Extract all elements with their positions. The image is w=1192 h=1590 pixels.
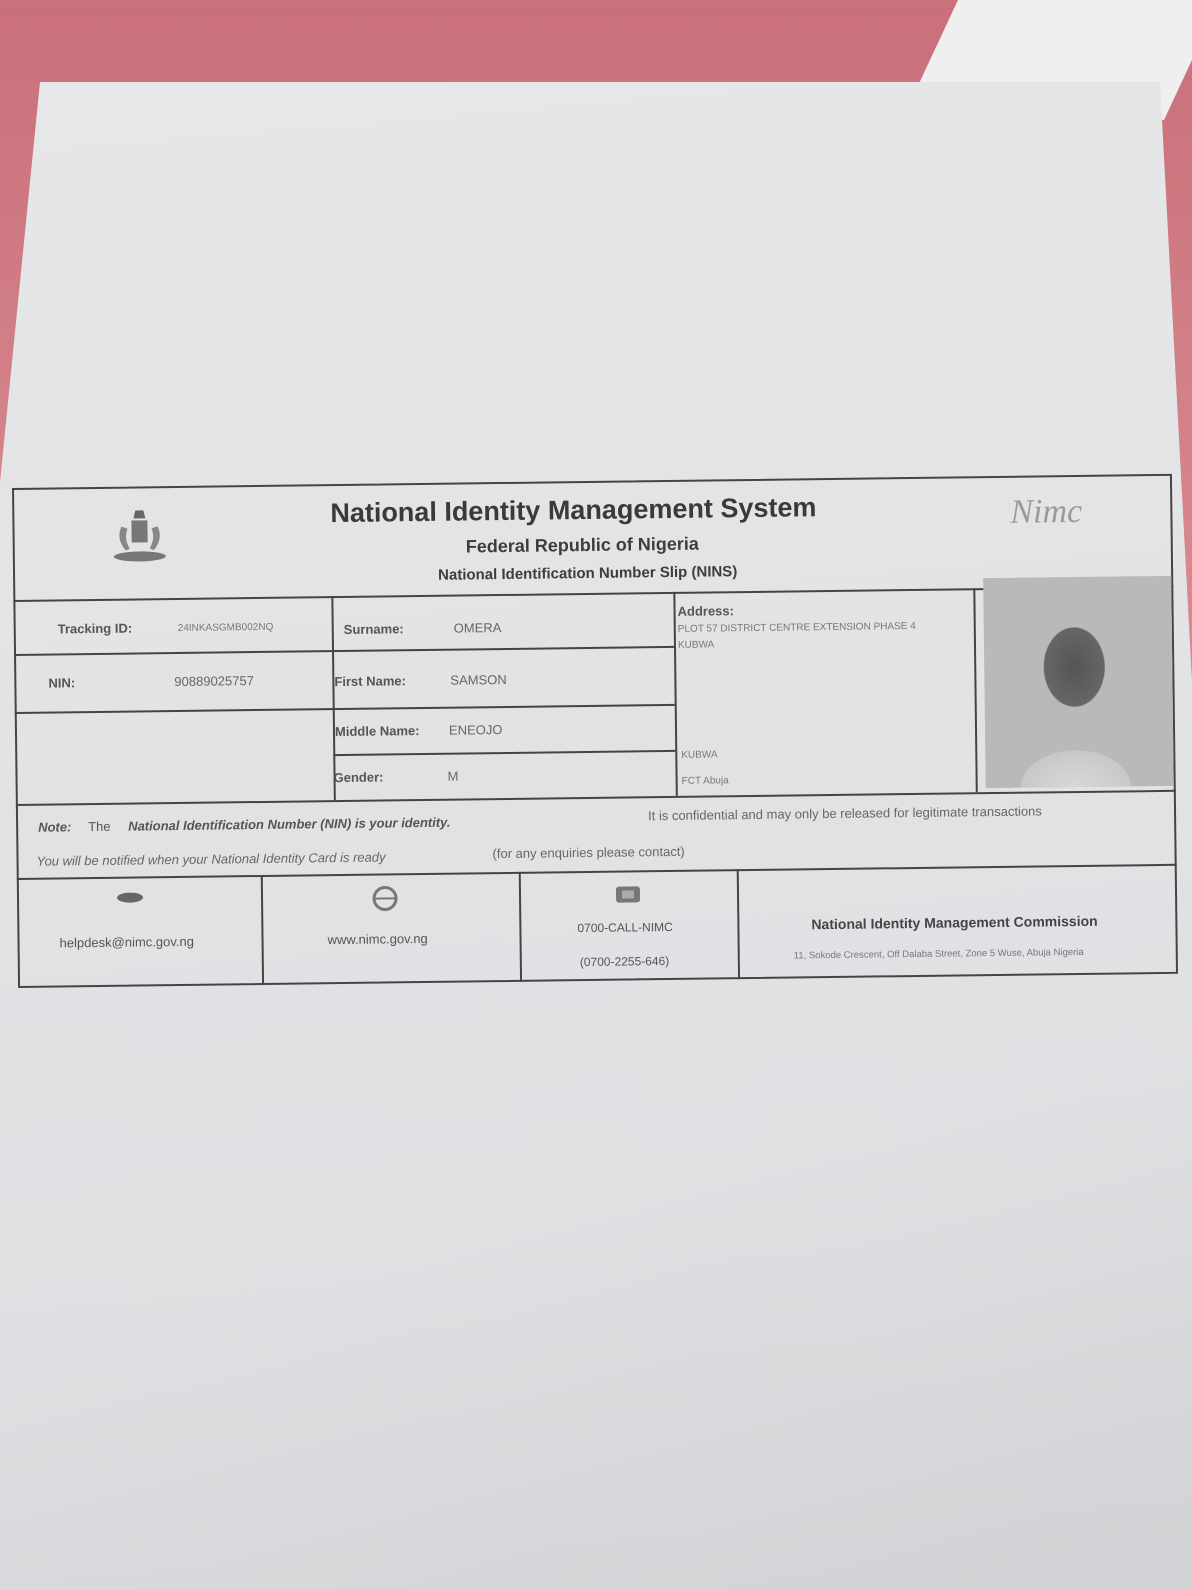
middle-name-label: Middle Name:: [334, 723, 420, 740]
email-icon: [115, 890, 145, 904]
phone-icon: [613, 882, 643, 906]
surname-value: OMERA: [453, 620, 502, 636]
paper-shadow: [0, 990, 1192, 1590]
address-label: Address:: [677, 603, 735, 619]
nin-value: 90889025757: [174, 673, 254, 690]
address-state: FCT Abuja: [681, 775, 729, 787]
notified-note: You will be notified when your National Identity Card is ready: [36, 849, 386, 869]
phone-number-1[interactable]: 0700-CALL-NIMC: [577, 919, 673, 936]
email-contact[interactable]: helpdesk@nimc.gov.ng: [59, 933, 195, 951]
address-line2: KUBWA: [677, 639, 715, 651]
tracking-id-label: Tracking ID:: [57, 620, 133, 637]
surname-label: Surname:: [343, 621, 404, 637]
system-title: National Identity Management System: [330, 492, 817, 529]
slip-title: National Identification Number Slip (NINS): [437, 563, 738, 584]
gender-label: Gender:: [333, 769, 384, 786]
phone-number-2[interactable]: (0700-2255-646): [579, 954, 670, 970]
org-name: National Identity Management Commission: [811, 912, 1098, 933]
address-line1: PLOT 57 DISTRICT CENTRE EXTENSION PHASE 4: [677, 620, 916, 635]
middle-name-value: ENEOJO: [448, 722, 503, 738]
tracking-id-value: 24INKASGMB002NQ: [177, 621, 274, 634]
website-contact[interactable]: www.nimc.gov.ng: [327, 930, 428, 948]
address-town: KUBWA: [681, 749, 718, 761]
gender-value: M: [447, 768, 459, 784]
first-name-value: SAMSON: [450, 671, 507, 688]
nimc-logo: Nimc: [1010, 492, 1083, 531]
note-identity: National Identification Number (NIN) is your identity.: [128, 814, 451, 834]
globe-icon: [369, 885, 403, 911]
country-subtitle: Federal Republic of Nigeria: [465, 533, 699, 557]
enquiries-note: (for any enquiries please contact): [492, 843, 685, 862]
org-address: 11, Sokode Crescent, Off Dalaba Street, Zone 5 Wuse, Abuja Nigeria: [793, 946, 1084, 962]
holder-photo: [983, 576, 1174, 788]
nin-slip: [12, 474, 1178, 1000]
note-label: Note:: [38, 819, 72, 835]
nin-label: NIN:: [48, 675, 76, 691]
confidential-note: It is confidential and may only be released for legitimate transactions: [647, 803, 1042, 824]
note-the: The: [88, 818, 111, 835]
coat-of-arms-icon: [107, 504, 172, 567]
first-name-label: First Name:: [334, 673, 407, 690]
